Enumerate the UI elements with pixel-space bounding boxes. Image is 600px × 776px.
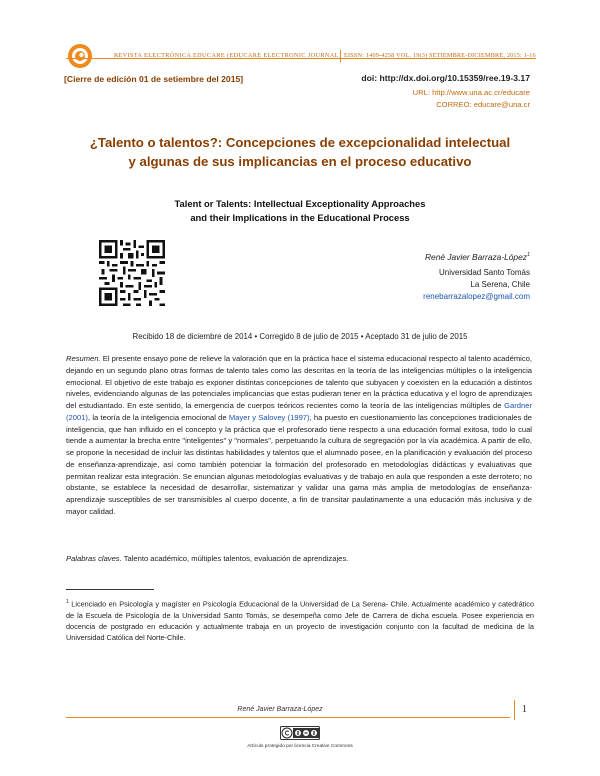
journal-issn: EISSN: 1409-4258 VOL. 19(3) SETIEMBRE-DICIEMBRE, 2015: 1-16 [344, 52, 536, 59]
author-email-link[interactable]: renebarrazalopez@gmail.com [423, 292, 530, 301]
subtitle-line-1: Talent or Talents: Intellectual Exceptionality Approaches [174, 198, 426, 209]
title-line-1: ¿Talento o talentos?: Concepciones de excepcionalidad intelectual [89, 135, 511, 150]
article-subtitle [60, 197, 540, 225]
journal-email-link[interactable]: CORREO: educare@una.cr [436, 100, 530, 109]
footnote-text: Licenciado en Psicología y magíster en Psicología Educacional de la Universidad de La Serena- Chile. Actualmente académico y catedrático de la Escuela de Psicología de la Universidad Santo Tomás, se desempeña como Jefe de Carrera de dicha escuela. Posee experiencia en docencia de postgrado en educación y actualmente trabaja en un proyecto de investigación conjunto con la facultad de medicina de la Universidad Católica del Norte-Chile. [66, 599, 534, 643]
title-line-2: y algunas de sus implicancias en el proceso educativo [128, 154, 472, 169]
footer-author: René Javier Barraza-López [237, 706, 323, 713]
author-name: René Javier Barraza-López$^1$ [424, 252, 530, 262]
author-footnote-mark[interactable]: 1 [526, 252, 530, 259]
header-divider [340, 50, 341, 62]
creative-commons-icon[interactable] [280, 726, 320, 740]
journal-name: REVISTA ELECTRÓNICA EDUCARE (EDUCARE ELECTRONIC JOURNAL) [114, 52, 342, 59]
keywords-label: Palabras claves. [66, 554, 122, 563]
abstract-text-3: , ha puesto en cuestionamiento las concepciones tradicionales de inteligencia, que han influido en el concepto y la práctica que el profesorado tiene respecto a una educación formal exitosa, todo lo cual tiende a aumentar la brecha entre "inteligentes" y "normales", perpetuando la cultura de segregación por la vía académica. A partir de ello, se propone la necesidad de incluir las distintas habilidades y talentos que el alumnado posee, en la planificación y evaluación del proceso de enseñanza-aprendizaje, así como también potenciar la formación del profesorado en metodologías didácticas y evaluativas que permitan realizar esta integración. Se enuncian algunas metodologías evaluativas y de trabajo en aula que responden a este derrotero; no obstante, se establece la necesidad de desarrollar, sistematizar y validar una gama más amplia de metodologías de enseñanza-aprendizaje susceptibles de ser transmisibles al cuerpo docente, a fin de transitar paulatinamente a una educación más inclusiva y de mayor calidad. [66, 412, 532, 516]
keywords-text: Talento académico, múltiples talentos, evaluación de aprendizajes. [123, 554, 349, 563]
citation-mayer-salovey-link[interactable]: Mayer y Salovey (1997) [228, 412, 310, 422]
journal-url-link[interactable]: URL: http://www.una.ac.cr/educare [412, 88, 530, 97]
article-title [60, 133, 540, 171]
doi-link[interactable]: doi: http://dx.doi.org/10.15359/ree.19-3.17 [361, 73, 530, 83]
subtitle-line-2: and their Implications in the Educational Process [190, 212, 410, 223]
license-text: Artículo protegido por licencia Creative Commons [247, 744, 353, 749]
abstract-paragraph [66, 353, 532, 518]
qr-code-icon[interactable] [99, 240, 165, 306]
author-city: La Serena, Chile [470, 280, 530, 289]
abstract-text-2: , la teoría de la inteligencia emocional de [87, 412, 227, 422]
citation-gardner-link[interactable]: Gardner (2001) [66, 401, 532, 422]
page-number: 1 [522, 704, 527, 715]
footer-divider [514, 700, 515, 720]
article-dates: Recibido 18 de diciembre de 2014 • Corregido 8 de julio de 2015 • Aceptado 31 de julio de 2015 [132, 332, 468, 341]
closing-date: [Cierre de edición 01 de setiembre del 2015] [64, 74, 244, 84]
abstract [66, 353, 532, 518]
footer-rule [66, 717, 510, 718]
abstract-text-1: El presente ensayo pone de relieve la valoración que en la práctica hace el sistema educacional respecto al talento académico, dejando en un segundo plano otras formas de talento tales como las descritas en la teoría de las inteligencias múltiples o la inteligencia emocional. El objetivo de este trabajo es exponer distintas concepciones de talento que subyacen y coexisten en la educación a distintos niveles, evidenciando algunas de las potenciales implicancias que estas pudieran tener en la práctica educativa y el logro de aprendizajes del estudiantado. En este sentido, la emergencia de cuerpos teóricos recientes como la teoría de las inteligencias múltiples de [66, 354, 532, 410]
footnote [66, 597, 534, 644]
footnote-rule [66, 589, 154, 590]
footnote-mark: 1 [66, 599, 69, 605]
journal-logo-icon [66, 42, 94, 70]
abstract-label: Resumen. [66, 354, 101, 363]
keywords [66, 554, 532, 563]
author-affiliation: Universidad Santo Tomás [438, 268, 530, 277]
